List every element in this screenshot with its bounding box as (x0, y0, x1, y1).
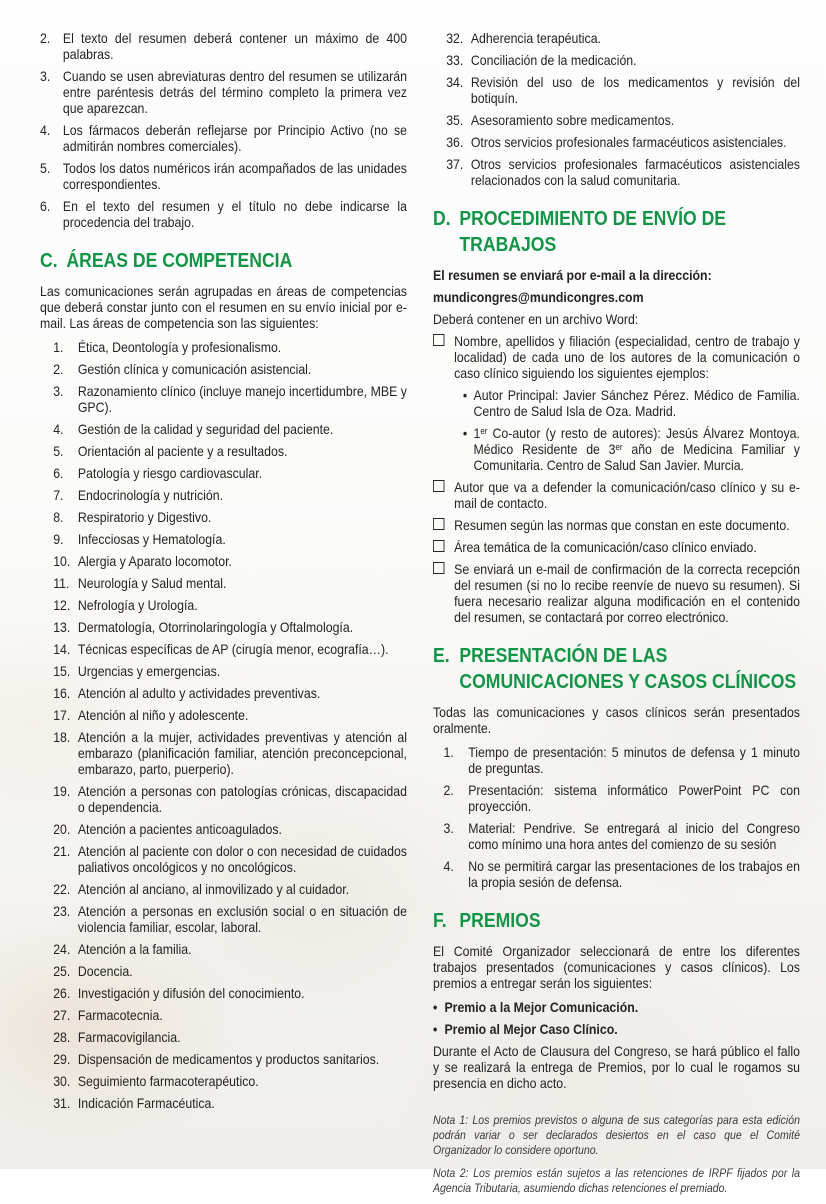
heading-title: PRESENTACIÓN DE LAS COMUNICACIONES Y CASOS CLÍNICOS (459, 645, 797, 693)
heading-title: ÁREAS DE COMPETENCIA (66, 250, 293, 272)
item-text: Asesoramiento sobre medicamentos. (470, 112, 675, 128)
item-text: Alergia y Aparato locomotor. (77, 553, 232, 569)
note-item: Nota 2: Los premios están sujetos a las retenciones de IRPF fijados por la Agencia Tributaria, asumiendo dichas retenciones el premiado. (433, 1166, 800, 1195)
bullet-icon: • (462, 425, 468, 441)
item-number: 27. (53, 1007, 71, 1023)
list-item (433, 30, 800, 46)
item-number: 8. (53, 509, 64, 525)
item-text: Razonamiento clínico (incluye manejo incertidumbre, MBE y GPC). (77, 383, 407, 415)
word-file-lead: Deberá contener en un archivo Word: (433, 311, 639, 327)
list-item (433, 52, 800, 68)
item-text: Atención al adulto y actividades preventivas. (77, 685, 321, 701)
list-item (40, 821, 407, 837)
checklist-text: Área temática de la comunicación/caso clínico enviado. (454, 539, 757, 555)
list-item (433, 112, 800, 128)
item-number: 3. (443, 820, 454, 836)
list-item (40, 663, 407, 679)
item-text: Otros servicios profesionales farmacéuticos asistenciales relacionados con la salud comunitaria. (470, 156, 800, 188)
checklist-text: Nombre, apellidos y filiación (especialidad, centro de trabajo y localidad) de cada uno de los autores de la comunicación o caso clínico siguiendo los siguientes ejemplos: (454, 333, 800, 381)
bullet-icon: • (462, 387, 468, 403)
item-text: Gestión clínica y comunicación asistencial. (77, 361, 312, 377)
item-number: 2. (40, 30, 51, 46)
item-number: 30. (53, 1073, 71, 1089)
item-text: Tiempo de presentación: 5 minutos de defensa y 1 minuto de preguntas. (468, 744, 800, 776)
bullet-text (473, 425, 799, 473)
list-item (40, 1029, 407, 1045)
list-item (433, 134, 800, 150)
prize-item (433, 999, 800, 1015)
checkbox-icon (433, 334, 444, 346)
item-text: Atención al paciente con dolor o con necesidad de cuidados paliativos oncológicos y no oncológicos. (77, 843, 407, 875)
item-text: Todos los datos numéricos irán acompañados de las unidades correspondientes. (62, 160, 407, 192)
item-number: 3. (53, 383, 64, 399)
item-text: Revisión del uso de los medicamentos y revisión del botiquín. (470, 74, 800, 106)
item-text: Atención a la familia. (77, 941, 192, 957)
item-text: Material: Pendrive. Se entregará al inicio del Congreso como mínimo una hora antes del comienzo de su sesión (468, 820, 800, 852)
item-number: 26. (53, 985, 71, 1001)
item-number: 17. (53, 707, 71, 723)
section-heading-e (433, 643, 800, 695)
item-text: Farmacovigilancia. (77, 1029, 181, 1045)
item-text: Infecciosas y Hematología. (77, 531, 226, 547)
list-item (40, 509, 407, 525)
prize-text: Premio al Mejor Caso Clínico. (444, 1021, 618, 1037)
item-text: Atención a la mujer, actividades preventivas y atención al embarazo (planificación familiar, atención preconcepcional, embarazo, parto, puerperio). (77, 729, 407, 777)
heading-letter: E. (433, 645, 450, 667)
list-item (40, 339, 407, 355)
checklist-text: Autor que va a defender la comunicación/caso clínico y su e-mail de contacto. (454, 479, 800, 511)
item-number: 19. (53, 783, 71, 799)
item-number: 6. (53, 465, 64, 481)
list-item (40, 1095, 407, 1111)
item-text: Atención a personas con patologías crónicas, discapacidad o dependencia. (77, 783, 407, 815)
item-number: 11. (53, 575, 70, 591)
list-item (40, 421, 407, 437)
item-number: 4. (443, 858, 454, 874)
bullet-icon: • (433, 999, 438, 1015)
item-text: Presentación: sistema informático PowerPoint PC con proyección. (468, 782, 800, 814)
item-number: 28. (53, 1029, 71, 1045)
list-item (433, 858, 800, 890)
list-item (40, 443, 407, 459)
submission-checklist (433, 479, 800, 625)
item-number: 22. (53, 881, 71, 897)
item-text: En el texto del resumen y el título no debe indicarse la procedencia del trabajo. (62, 198, 407, 230)
item-text: Atención a pacientes anticoagulados. (77, 821, 282, 837)
prize-text: Premio a la Mejor Comunicación. (444, 999, 639, 1015)
item-text: El texto del resumen deberá contener un máximo de 400 palabras. (62, 30, 407, 62)
list-item (40, 707, 407, 723)
left-column (40, 30, 407, 1204)
item-text: Ética, Deontología y profesionalismo. (77, 339, 282, 355)
item-text: Conciliación de la medicación. (470, 52, 637, 68)
heading-letter: F. (433, 910, 447, 932)
list-item (40, 487, 407, 503)
right-column (433, 30, 800, 1204)
list-item (40, 641, 407, 657)
item-number: 12. (53, 597, 71, 613)
checkbox-icon (433, 540, 444, 552)
item-number: 1. (443, 744, 454, 760)
item-number: 2. (53, 361, 64, 377)
item-text: Adherencia terapéutica. (470, 30, 601, 46)
section-heading-d (433, 206, 800, 258)
item-number: 5. (40, 160, 51, 176)
item-number: 31. (53, 1095, 71, 1111)
checkbox-icon (433, 518, 444, 530)
list-item (40, 465, 407, 481)
item-text: Respiratorio y Digestivo. (77, 509, 212, 525)
list-item (40, 122, 407, 154)
list-item (40, 30, 407, 62)
item-text: No se permitirá cargar las presentaciones de los trabajos en la propia sesión de defensa. (468, 858, 800, 890)
checklist-item (433, 517, 800, 533)
item-text: Investigación y difusión del conocimiento. (77, 985, 305, 1001)
item-number: 10. (53, 553, 71, 569)
item-text: Otros servicios profesionales farmacéuticos asistenciales. (470, 134, 787, 150)
list-item (40, 383, 407, 415)
item-number: 7. (53, 487, 64, 503)
list-item (433, 744, 800, 776)
item-number: 13. (53, 619, 71, 635)
list-item (40, 531, 407, 547)
abstract-rules-list (40, 30, 407, 230)
item-text: Atención al anciano, al inmovilizado y al cuidador. (77, 881, 350, 897)
submission-email: mundicongres@mundicongres.com (433, 289, 644, 305)
list-item (433, 156, 800, 188)
section-f-intro: El Comité Organizador seleccionará de entre los diferentes trabajos presentados (comunicaciones y casos clínicos). Los premios a entregar serán los siguientes: (433, 943, 800, 991)
item-number: 33. (446, 52, 464, 68)
list-item (40, 881, 407, 897)
section-c-intro: Las comunicaciones serán agrupadas en áreas de competencias que deberá constar junto con el resumen en su envío inicial por e-mail. Las áreas de competencia son las siguientes: (40, 283, 407, 331)
footnotes (433, 1113, 800, 1196)
prize-item (433, 1021, 800, 1037)
list-item (40, 1007, 407, 1023)
list-item (40, 553, 407, 569)
item-number: 32. (446, 30, 464, 46)
checklist-item (433, 333, 800, 381)
item-text: Indicación Farmacéutica. (77, 1095, 215, 1111)
submission-lead: El resumen se enviará por e-mail a la dirección: (433, 267, 712, 283)
item-text: Docencia. (77, 963, 133, 979)
section-e-intro: Todas las comunicaciones y casos clínicos serán presentados oralmente. (433, 704, 800, 736)
presentation-rules-list (433, 744, 800, 890)
checklist-text: Se enviará un e-mail de confirmación de la correcta recepción del resumen (si no lo recibe reenvíe de nuevo su resumen). Si fuera necesario realizar alguna modificación en el contenido del resumen, se contactará por correo electrónico. (454, 561, 800, 625)
item-number: 15. (53, 663, 71, 679)
item-text: Neurología y Salud mental. (77, 575, 227, 591)
competence-areas-list (40, 339, 407, 1111)
item-text: Urgencias y emergencias. (77, 663, 221, 679)
item-number: 14. (53, 641, 71, 657)
competence-areas-list-continued (433, 30, 800, 188)
item-text: Farmacotecnia. (77, 1007, 163, 1023)
list-item (433, 782, 800, 814)
heading-title: PROCEDIMIENTO DE ENVÍO DE TRABAJOS (459, 208, 727, 256)
checkbox-icon (433, 480, 444, 492)
item-number: 36. (446, 134, 464, 150)
ordinal-superscript: er (480, 426, 488, 436)
ordinal-superscript: er (615, 442, 623, 452)
list-item (433, 74, 800, 106)
section-heading-f (433, 908, 800, 934)
checklist-item (433, 479, 800, 511)
item-text: Técnicas específicas de AP (cirugía menor, ecografía…). (77, 641, 389, 657)
list-item (40, 1051, 407, 1067)
author-example-main (463, 387, 800, 419)
checklist-item (433, 539, 800, 555)
author-example-coauthor (463, 425, 800, 473)
heading-letter: C. (40, 250, 58, 272)
checkbox-icon (433, 562, 444, 574)
list-item (40, 783, 407, 815)
list-item (40, 575, 407, 591)
list-item (40, 903, 407, 935)
item-number: 2. (443, 782, 454, 798)
note-item: Nota 1: Los premios previstos o alguna de sus categorías para esta edición podrán variar o ser declarados desiertos en el caso que el Comité Organizador lo considere oportuno. (433, 1113, 800, 1157)
item-text: Cuando se usen abreviaturas dentro del resumen se utilizarán entre paréntesis detrás del término completo la primera vez que aparezcan. (62, 68, 407, 116)
item-text: Nefrología y Urología. (77, 597, 198, 613)
item-number: 18. (53, 729, 71, 745)
item-text: Atención a personas en exclusión social o en situación de violencia familiar, escolar, laboral. (77, 903, 407, 935)
prizes-list (433, 999, 800, 1037)
list-item (40, 68, 407, 116)
list-item (40, 198, 407, 230)
list-item (433, 820, 800, 852)
item-number: 35. (446, 112, 464, 128)
heading-letter: D. (433, 208, 451, 230)
item-number: 23. (53, 903, 71, 919)
item-text: Orientación al paciente y a resultados. (77, 443, 288, 459)
item-number: 5. (53, 443, 64, 459)
item-text: Dermatología, Otorrinolaringología y Oftalmología. (77, 619, 354, 635)
list-item (40, 160, 407, 192)
bullet-text: Autor Principal: Javier Sánchez Pérez. Médico de Familia. Centro de Salud Isla de Oza. Madrid. (473, 387, 800, 419)
item-number: 4. (53, 421, 64, 437)
list-item (40, 1073, 407, 1089)
item-number: 1. (53, 339, 64, 355)
item-text: Seguimiento farmacoterapéutico. (77, 1073, 259, 1089)
item-number: 6. (40, 198, 51, 214)
item-number: 37. (446, 156, 464, 172)
checklist-text: Resumen según las normas que constan en este documento. (454, 517, 790, 533)
section-heading-c (40, 248, 407, 274)
item-number: 24. (53, 941, 71, 957)
item-text: Endocrinología y nutrición. (77, 487, 224, 503)
checklist-item (433, 561, 800, 625)
section-f-closing: Durante el Acto de Clausura del Congreso, se hará público el fallo y se realizará la entrega de Premios, por lo cual le rogamos su presencia en dicho acto. (433, 1043, 800, 1091)
item-number: 21. (53, 843, 71, 859)
item-number: 34. (446, 74, 464, 90)
item-number: 16. (53, 685, 71, 701)
list-item (40, 729, 407, 777)
list-item (40, 361, 407, 377)
item-number: 20. (53, 821, 71, 837)
item-text: Atención al niño y adolescente. (77, 707, 249, 723)
text-part: 1 (473, 425, 481, 441)
list-item (40, 685, 407, 701)
heading-title: PREMIOS (459, 910, 541, 932)
list-item (40, 619, 407, 635)
text-part: Co-autor (y resto de autores): Jesús Álvarez Montoya. Médico Residente de 3 (473, 425, 800, 457)
item-number: 25. (53, 963, 71, 979)
item-text: Gestión de la calidad y seguridad del paciente. (77, 421, 334, 437)
list-item (40, 963, 407, 979)
list-item (40, 985, 407, 1001)
item-number: 3. (40, 68, 51, 84)
item-number: 9. (53, 531, 64, 547)
item-text: Dispensación de medicamentos y productos sanitarios. (77, 1051, 380, 1067)
list-item (40, 941, 407, 957)
item-text: Los fármacos deberán reflejarse por Principio Activo (no se admitirán nombres comerciales). (62, 122, 407, 154)
text-part: año de Medicina Familiar y Comunitaria. Centro de Salud San Javier. Murcia. (473, 441, 800, 473)
item-text: Patología y riesgo cardiovascular. (77, 465, 263, 481)
list-item (40, 597, 407, 613)
bullet-icon: • (433, 1021, 438, 1037)
item-number: 29. (53, 1051, 71, 1067)
list-item (40, 843, 407, 875)
item-number: 4. (40, 122, 51, 138)
